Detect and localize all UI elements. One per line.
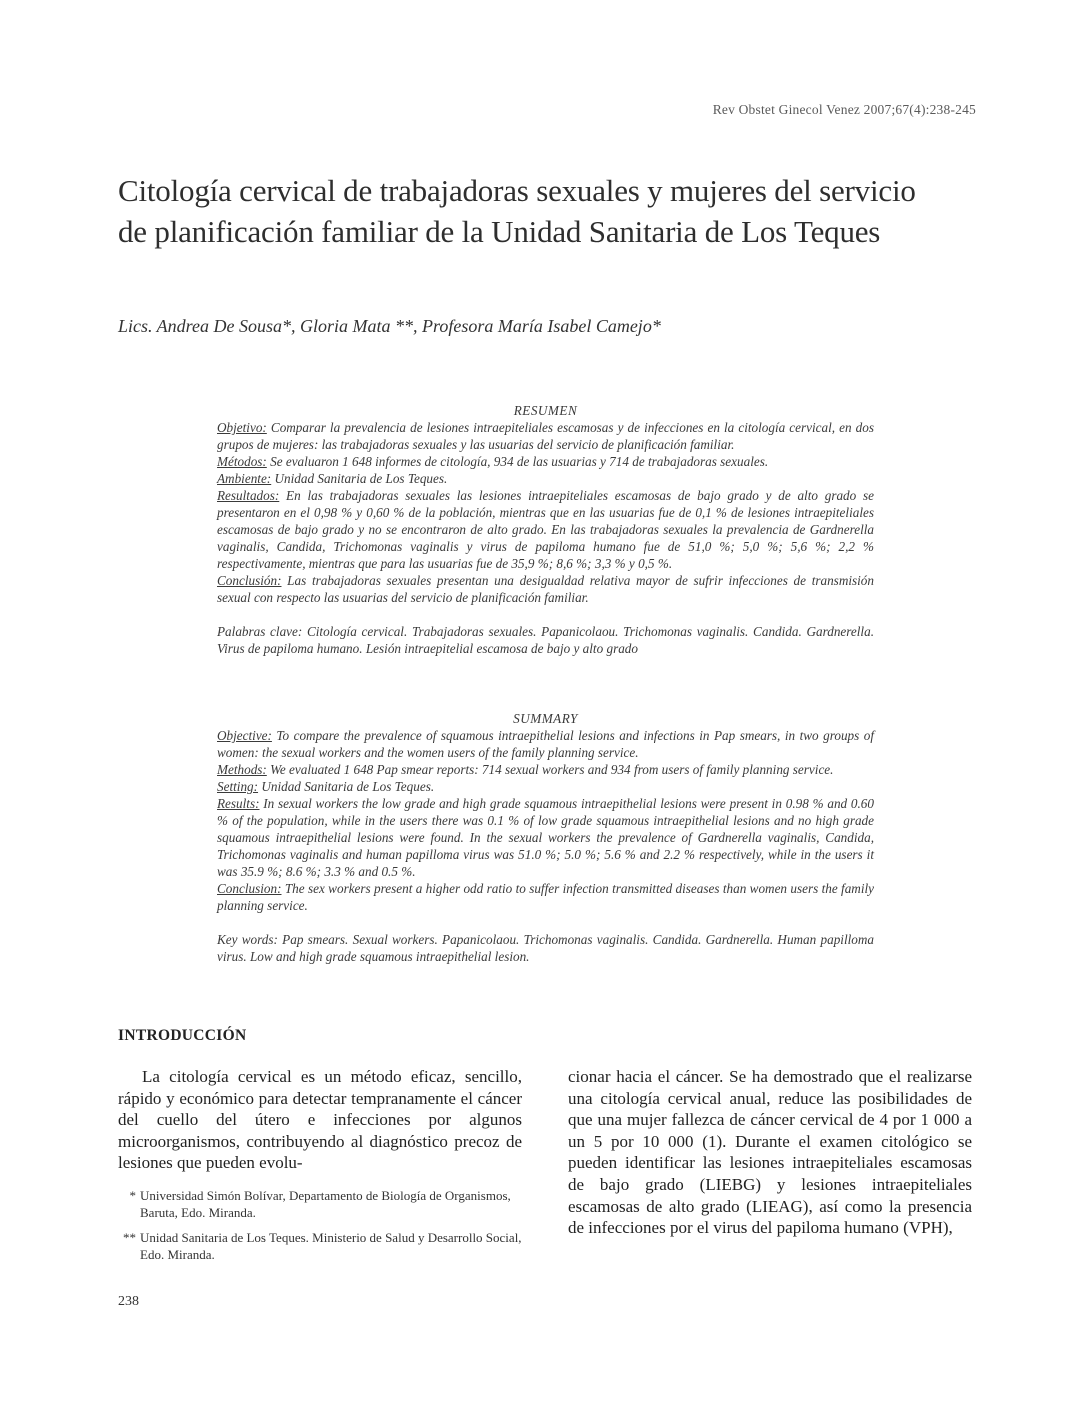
keywords-english: Key words: Pap smears. Sexual workers. Papanicolaou. Trichomonas vaginalis. Candida. Gardnerella. Human papilloma virus. Low and high grade squamous intraepithelial lesion. (217, 932, 874, 964)
abstract-setting (217, 778, 874, 795)
abstract-label: Resultados: (217, 488, 280, 503)
abstract-conclusion (217, 880, 874, 914)
abstract-text: Unidad Sanitaria de Los Teques. (271, 471, 448, 486)
abstract-label: Conclusión: (217, 573, 282, 588)
abstract-methods (217, 761, 874, 778)
abstract-spanish (217, 402, 874, 657)
abstract-label: Ambiente: (217, 471, 272, 486)
abstract-conclusion (217, 572, 874, 606)
abstract-label: Conclusion: (217, 881, 282, 896)
journal-reference: Rev Obstet Ginecol Venez 2007;67(4):238-245 (712, 102, 976, 117)
abstract-label: Métodos: (217, 454, 267, 469)
abstract-results (217, 487, 874, 572)
body-column-right (568, 1066, 972, 1239)
abstract-text: To compare the prevalence of squamous intraepithelial lesions and infections in Pap smears, in two groups of women: the sexual workers and the women users of the family planning service. (217, 728, 874, 760)
abstract-text: En las trabajadoras sexuales las lesiones intraepiteliales escamosas de bajo grado y de alto grado se presentaron en el 0,98 % y 0,60 % de la población, mientras que en las usuarias fue de 0,1 % de lesiones intraepiteliales escamosas de bajo grado y no se encontraron de alto grado. En las trabajadoras sexuales la prevalencia de Gardnerella vaginalis, Candida, Trichomonas vaginalis y virus de papiloma humano fue de 51,0 %; 5,0 %; 5,6 %; 2,2 % respectivamente, mientras que para las usuarias fue de 35,9 %; 8,6 %; 3,3 % y 0,5 %. (217, 488, 874, 571)
footnote-marker: ** (123, 1230, 136, 1245)
abstract-label: Objetivo: (217, 420, 267, 435)
abstract-text: The sex workers present a higher odd ratio to suffer infection transmitted diseases than women users the family planning service. (217, 881, 874, 913)
abstract-setting (217, 470, 874, 487)
abstract-text: We evaluated 1 648 Pap smear reports: 714 sexual workers and 934 from users of family planning service. (266, 762, 834, 777)
abstract-objective (217, 419, 874, 453)
keywords-spanish: Palabras clave: Citología cervical. Trabajadoras sexuales. Papanicolaou. Trichomonas vaginalis. Candida. Gardnerella. Virus de papiloma humano. Lesión intraepitelial escamosa de bajo y alto grado (217, 624, 874, 656)
abstract-text: Las trabajadoras sexuales presentan una desigualdad relativa mayor de sufrir infecciones de transmisión sexual con respecto las usuarias del servicio de planificación familiar. (217, 573, 874, 605)
abstract-heading-resumen: RESUMEN (513, 403, 578, 418)
footnote-text: Unidad Sanitaria de Los Teques. Ministerio de Salud y Desarrollo Social, Edo. Miranda. (140, 1230, 522, 1262)
page-number: 238 (118, 1294, 139, 1309)
abstract-objective (217, 727, 874, 761)
footnote-text: Universidad Simón Bolívar, Departamento de Biología de Organismos, Baruta, Edo. Miranda. (140, 1188, 511, 1220)
abstract-results (217, 795, 874, 880)
section-heading-introduccion: INTRODUCCIÓN (118, 1027, 247, 1044)
body-paragraph: La citología cervical es un método eficaz, sencillo, rápido y económico para detectar tempranamente el cáncer del cuello del útero e infecciones por algunos microorganismos, contribuyendo al diagnóstico precoz de lesiones que pueden evolu- (118, 1067, 522, 1173)
body-column-left (118, 1066, 522, 1174)
abstract-english (217, 710, 874, 965)
footnote (118, 1187, 522, 1221)
abstract-heading-summary: SUMMARY (513, 711, 578, 726)
abstract-text: In sexual workers the low grade and high grade squamous intraepithelial lesions were present in 0.98 % and 0.60 % of the population, while in the users there was 0.1 % of low grade squamous intraepithelial lesions and no high grade squamous intraepithelial lesions were found. In the sexual workers the prevalence of Gardnerella vaginalis, Candida, Trichomonas vaginalis and human papilloma virus was 51.0 %; 5.0 %; 5.6 % and 2.2 % respectively, while in the users it was 35.9 %; 8.6 %; 3.3 % and 0.5 %. (217, 796, 874, 879)
affiliation-footnotes (118, 1187, 522, 1271)
abstract-label: Setting: (217, 779, 259, 794)
article-title: Citología cervical de trabajadoras sexuales y mujeres del servicio de planificación familiar de la Unidad Sanitaria de Los Teques (118, 173, 916, 249)
abstract-label: Methods: (217, 762, 267, 777)
body-paragraph: cionar hacia el cáncer. Se ha demostrado que el realizarse una citología cervical anual, reduce las posibilidades de que una mujer fallezca de cáncer cervical de 4 por 1 000 a un 5 por 10 000 (1). Durante el examen citológico se pueden identificar las lesiones intraepiteliales escamosas de bajo grado (LIEBG) y lesiones intraepiteliales escamosas de alto grado (LIEAG), así como la presencia de infecciones por el virus del papiloma humano (VPH), (568, 1067, 972, 1238)
abstract-label: Results: (217, 796, 260, 811)
footnote-marker: * (129, 1188, 136, 1203)
abstract-text: Se evaluaron 1 648 informes de citología, 934 de las usuarias y 714 de trabajadoras sexuales. (266, 454, 769, 469)
abstract-text: Unidad Sanitaria de Los Teques. (258, 779, 435, 794)
footnote (118, 1229, 522, 1263)
author-list: Lics. Andrea De Sousa*, Gloria Mata **, Profesora María Isabel Camejo* (118, 316, 661, 336)
abstract-methods (217, 453, 874, 470)
abstract-label: Objective: (217, 728, 272, 743)
abstract-text: Comparar la prevalencia de lesiones intraepiteliales escamosas y de infecciones en la citología cervical, en dos grupos de mujeres: las trabajadoras sexuales y las usuarias del servicio de planificación familiar. (217, 420, 874, 452)
